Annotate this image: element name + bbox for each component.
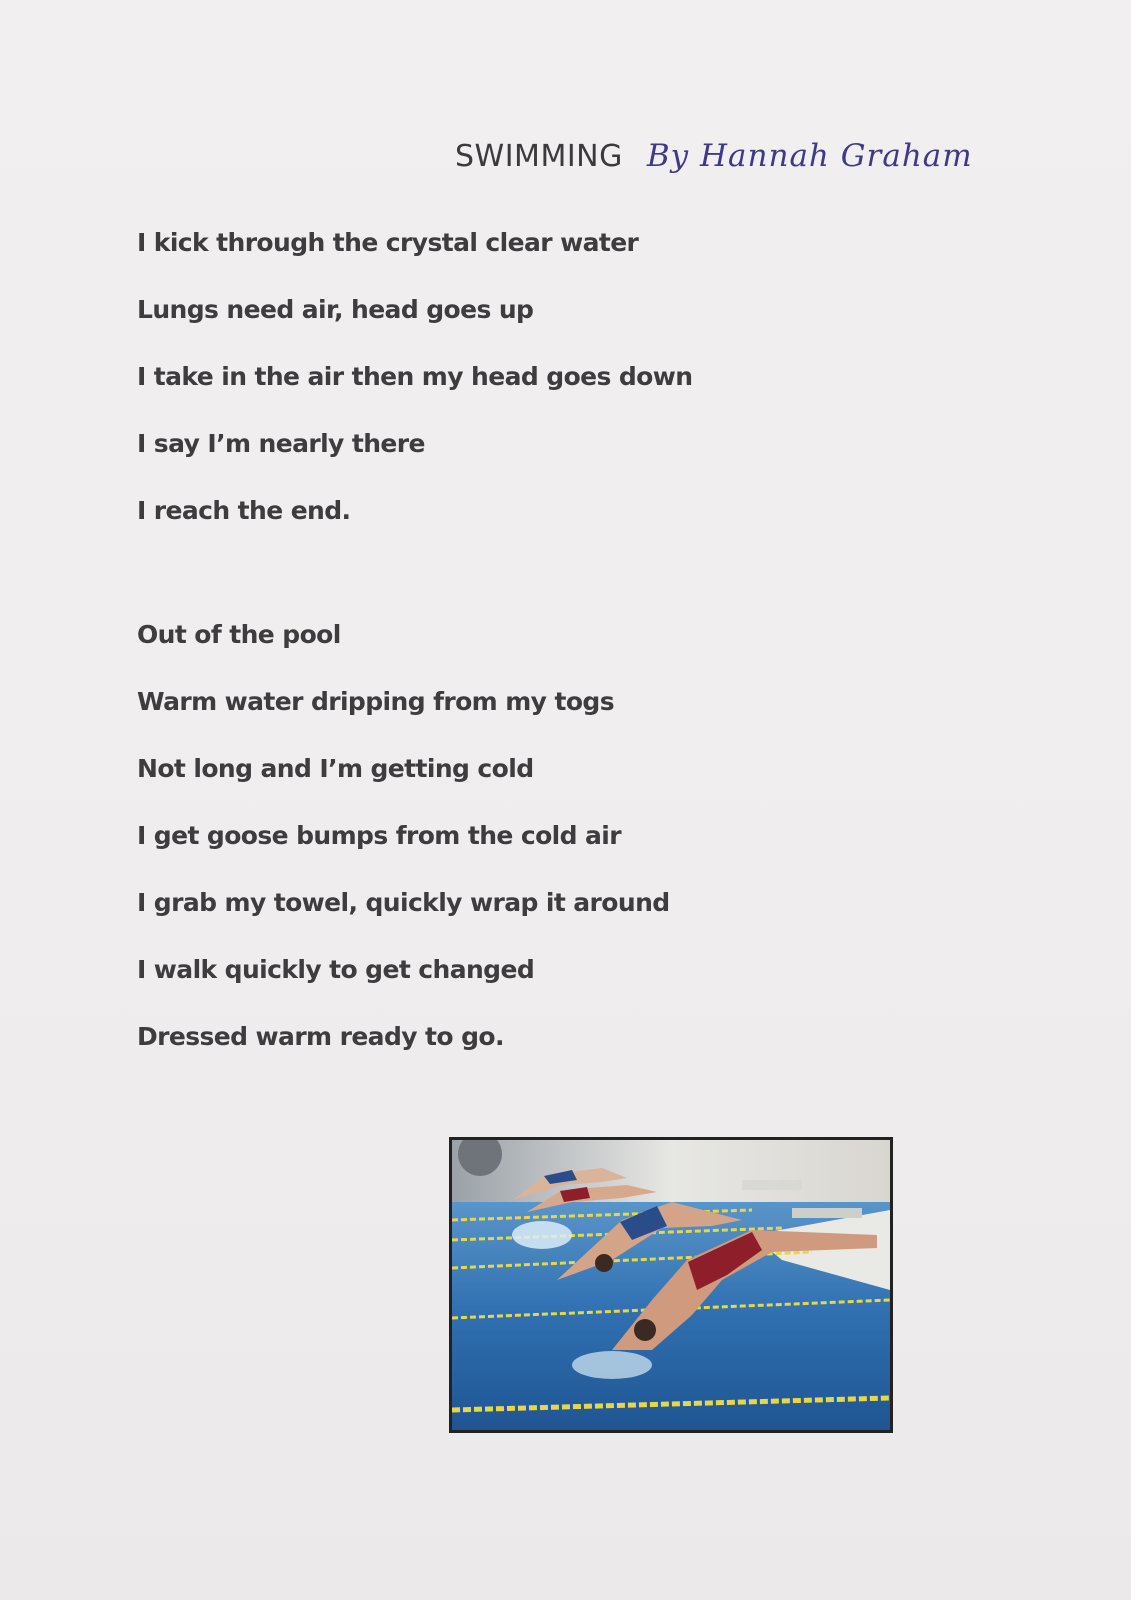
- stanza-2: [137, 601, 670, 1070]
- swimmers-diving-photo: [449, 1137, 893, 1433]
- splash: [572, 1351, 652, 1379]
- poem-line: I walk quickly to get changed: [137, 955, 535, 984]
- title-row: [455, 138, 973, 198]
- poem-line: I get goose bumps from the cold air: [137, 821, 621, 850]
- starting-block: [742, 1180, 802, 1190]
- handwritten-author: By Hannah Graham: [646, 138, 973, 174]
- poem-line: Lungs need air, head goes up: [137, 295, 534, 324]
- swimmers-illustration: [452, 1140, 890, 1430]
- starting-block: [792, 1208, 862, 1218]
- stanza-1: [137, 209, 692, 544]
- poem-line: Dressed warm ready to go.: [137, 1022, 504, 1051]
- poem-line: I grab my towel, quickly wrap it around: [137, 888, 670, 917]
- splash: [512, 1221, 572, 1249]
- poem-line: I say I’m nearly there: [137, 429, 425, 458]
- poem-line: Warm water dripping from my togs: [137, 687, 614, 716]
- poem-line: I take in the air then my head goes down: [137, 362, 693, 391]
- poem-title: SWIMMING: [455, 139, 623, 174]
- poem-line: Not long and I’m getting cold: [137, 754, 534, 783]
- poem-line: I kick through the crystal clear water: [137, 228, 639, 257]
- poem-line: I reach the end.: [137, 496, 351, 525]
- poem-line: Out of the pool: [137, 620, 341, 649]
